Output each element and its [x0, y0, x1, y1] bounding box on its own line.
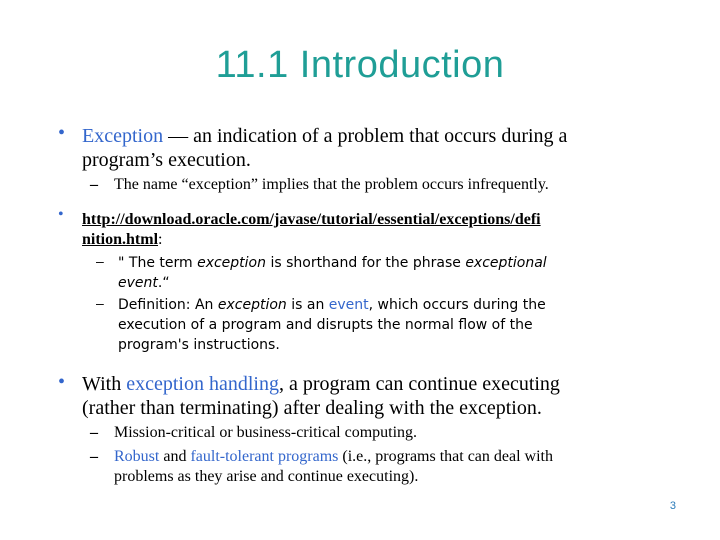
bullet-marker: • [58, 371, 66, 393]
sub-bullet-mission-critical: Mission-critical or business-critical computing. [114, 424, 418, 441]
text-fragment: exceptional [465, 255, 547, 271]
text-fragment: (i.e., programs that can deal with [338, 448, 553, 465]
text-fragment: Definition: An [118, 297, 218, 313]
sub-bullet-marker: – [90, 176, 98, 193]
bullet-line: program’s execution. [82, 149, 251, 171]
sub-bullet-marker: – [96, 295, 104, 311]
bullet-line: (rather than terminating) after dealing with the exception. [82, 397, 542, 419]
sub-bullet-robust [114, 447, 694, 487]
term-exception: Exception [82, 125, 164, 147]
sub-bullet-definition [118, 295, 678, 355]
bullet-marker: • [58, 122, 66, 144]
text-fragment: , a program can continue executing [278, 373, 560, 395]
bullet-line [82, 124, 682, 148]
text-fragment: event [118, 275, 158, 291]
text-fragment: , which occurs during the [368, 297, 546, 313]
slide-title: 11.1 Introduction [215, 44, 505, 86]
bullet-line: program's instructions. [118, 337, 280, 353]
text-fragment: and [159, 448, 191, 465]
text-fragment: exception [217, 297, 287, 313]
text-fragment: exception [197, 255, 266, 271]
sub-bullet-marker: – [90, 424, 98, 441]
bullet-exception-definition [82, 124, 682, 172]
bullet-line [118, 253, 678, 273]
text-fragment: " The term [118, 255, 198, 271]
bullet-line [118, 273, 678, 293]
bullet-oracle-reference [82, 210, 682, 250]
term-event: event [328, 297, 369, 313]
oracle-link-continued[interactable]: nition.html [82, 231, 159, 248]
bullet-marker: • [58, 206, 64, 223]
sub-bullet-term-quote [118, 253, 678, 293]
bullet-line [82, 372, 702, 396]
sub-bullet-marker: – [96, 253, 104, 269]
sub-bullet-infrequent: The name “exception” implies that the problem occurs infrequently. [114, 176, 549, 193]
text-fragment: — an indication of a problem that occurs during a [163, 125, 568, 147]
text-fragment: is an [286, 297, 329, 313]
text-fragment: : [158, 231, 163, 248]
term-exception-handling: exception handling [126, 373, 279, 395]
bullet-line: problems as they arise and continue executing). [114, 468, 419, 485]
text-fragment: With [82, 373, 127, 395]
bullet-line: execution of a program and disrupts the normal flow of the [118, 317, 533, 333]
term-robust: Robust [114, 448, 160, 465]
page-number: 3 [669, 500, 676, 512]
text-fragment: is shorthand for the phrase [266, 255, 466, 271]
term-fault-tolerant: fault-tolerant programs [190, 448, 339, 465]
bullet-line [82, 230, 682, 250]
text-fragment: .“ [157, 275, 170, 291]
sub-bullet-marker: – [90, 448, 98, 465]
bullet-exception-handling [82, 372, 702, 420]
oracle-link[interactable]: http://download.oracle.com/javase/tutorial/essential/exceptions/defi [82, 211, 541, 228]
bullet-line [118, 295, 678, 315]
bullet-line [114, 447, 694, 467]
